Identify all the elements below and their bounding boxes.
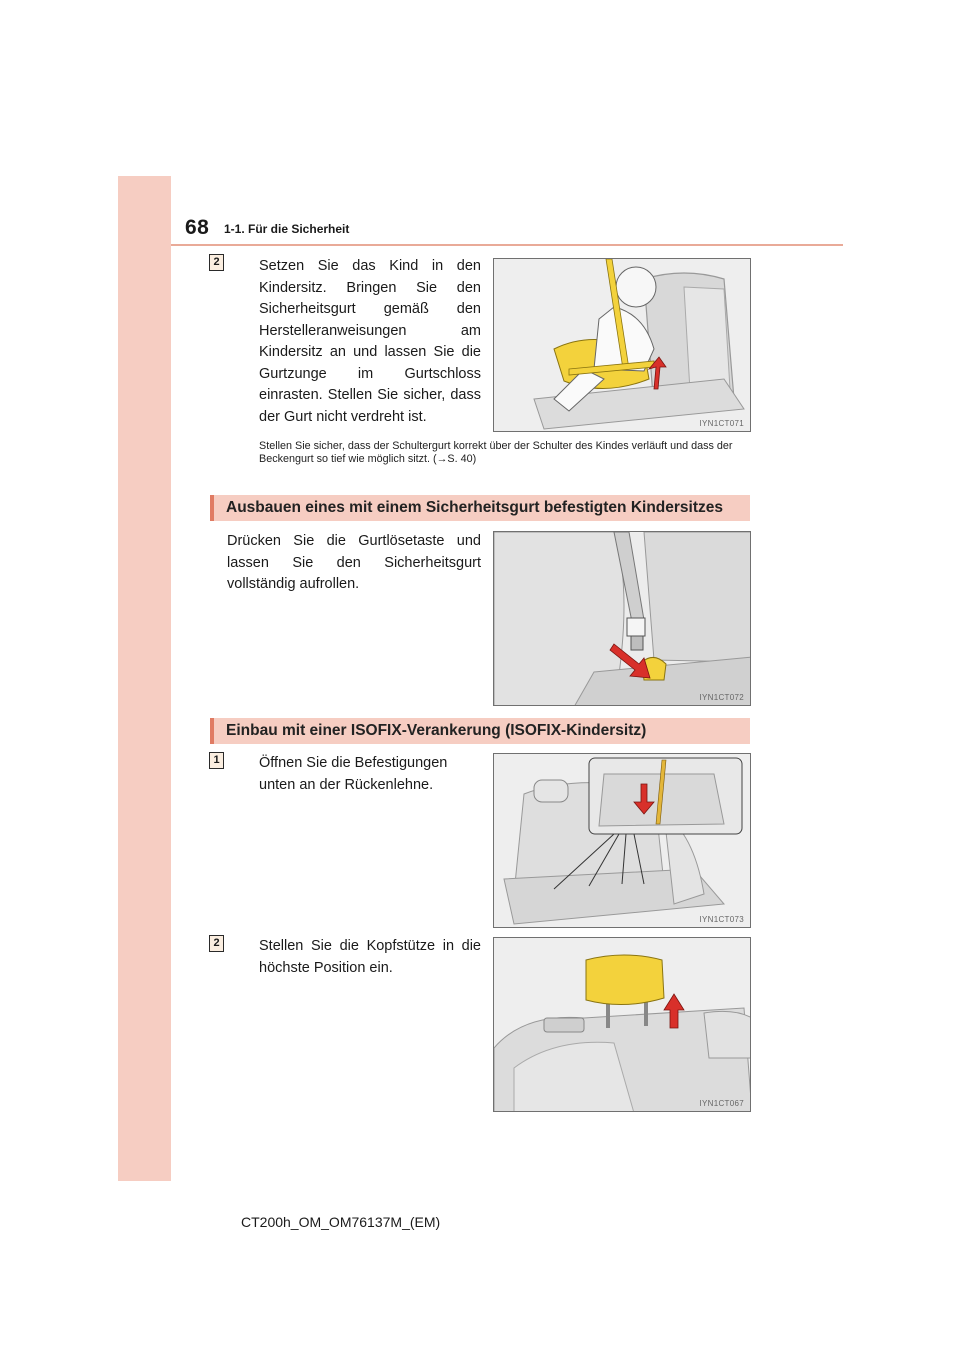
figure-child-seat-belt (493, 258, 751, 432)
step-badge: 2 (209, 935, 224, 952)
figure-code: IYN1CT067 (699, 1099, 744, 1108)
section-heading-remove: Ausbauen eines mit einem Sicherheitsgurt befestigten Kindersitzes (210, 495, 750, 521)
section-remove-text: Drücken Sie die Gurtlösetaste und lassen Sie den Sicherheitsgurt vollständig aufrollen. (227, 533, 481, 592)
figure-belt-release (493, 531, 751, 706)
chapter-sidebar (118, 176, 171, 1181)
figure-code: IYN1CT071 (699, 419, 744, 428)
figure-headrest (493, 937, 751, 1112)
step-install-note: Stellen Sie sicher, dass der Schultergurt korrekt über der Schulter des Kindes verläuft und dass der Beckengurt so tief wie möglich sitzt. (→S. 40) (259, 440, 733, 465)
isofix-step1-text: Öffnen Sie die Befestigungen unten an der Rückenlehne. (259, 755, 448, 793)
figure-code: IYN1CT073 (699, 915, 744, 924)
step-badge: 2 (209, 254, 224, 271)
footer-model-code: CT200h_OM_OM76137M_(EM) (241, 1214, 441, 1230)
figure-code: IYN1CT072 (699, 693, 744, 702)
step-install-text: Setzen Sie das Kind in den Kindersitz. Bringen Sie den Sicherheitsgurt gemäß den Herstelleranweisungen am Kindersitz an und lassen Sie die Gurtzunge im Gurtschloss einrasten. Stellen Sie sicher, dass der Gurt nicht verdreht ist. (259, 258, 481, 425)
section-heading-isofix: Einbau mit einer ISOFIX-Verankerung (ISOFIX-Kindersitz) (210, 718, 750, 744)
step-badge: 1 (209, 752, 224, 769)
figure-isofix-anchors (493, 753, 751, 928)
running-header: 1-1. Für die Sicherheit (224, 222, 350, 236)
header-rule (171, 244, 843, 246)
isofix-step2-text: Stellen Sie die Kopfstütze in die höchste Position ein. (259, 938, 481, 976)
page-number: 68 (185, 216, 210, 239)
